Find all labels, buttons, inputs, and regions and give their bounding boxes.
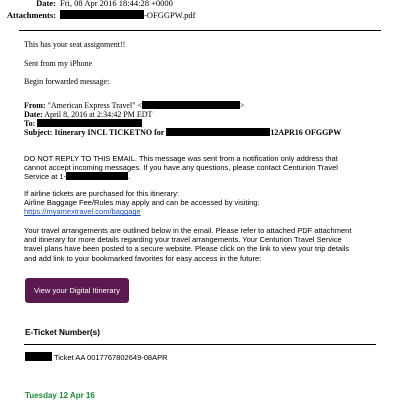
header-date-row [0,0,173,8]
fwd-subject-suffix: 12APR16 OFGGPW [270,128,342,137]
notice-line: DO NOT REPLY TO THIS EMAIL. This message was sent from a notification only address that [24,154,338,163]
message-line-3: Begin forwarded message: [24,77,110,86]
fwd-from-end: > [239,101,245,110]
header-date-value: Fri, 08 Apr 2016 18:44:28 +0000 [60,0,173,8]
redaction-bar [66,172,131,182]
notice-line: and itinerary for more details regarding your travel arrangements. Your Centurion Travel Service [24,235,342,245]
notice-line: cannot accept incoming messages. If you have any questions, please contact Centurion Travel [24,163,338,173]
message-line-1: This has your seat assignment!! [24,40,126,49]
notice-line: and add link to your bookmarked favorites for easy access in the future: [24,253,262,263]
fwd-to-row [24,119,142,128]
header-attachments-row [0,10,195,20]
itinerary-date: Tuesday 12 Apr 16 [25,391,95,400]
baggage-link[interactable]: https://myamextravel.com/baggage [24,207,141,217]
notice-paragraph-2 [24,189,260,217]
notice-text: Service at 1- [24,172,67,182]
redaction-bar [166,128,270,136]
fwd-subject-value: Itinerary INCL TICKETNO for [54,128,165,137]
fwd-from-value: "American Express Travel" < [47,101,142,110]
redaction-bar [142,101,240,109]
notice-line: Your travel arrangements are outlined below in the email. Please refer to attached PDF attachment [24,226,352,235]
notice-paragraph-3 [24,226,351,263]
attachment-filename[interactable]: -OFGGPW.pdf [144,10,196,20]
view-itinerary-button[interactable]: View your Digital Itinerary [25,278,129,303]
fwd-subject-row [24,128,341,137]
notice-text: . [128,172,131,182]
fwd-from-label: From: [24,101,46,110]
message-line-2: Sent from my iPhone [24,59,93,68]
fwd-date-value: April 8, 2016 at 2:34:42 PM EDT [44,110,153,119]
notice-line: If airline tickets are purchased for this itinerary: [24,189,180,198]
redaction-bar [37,119,142,127]
notice-line: Airline Baggage Fee/Rules may apply and can be accessed by visiting: [24,198,260,208]
ticket-row [25,352,168,362]
fwd-date-row [24,110,152,119]
fwd-date-label: Date: [24,110,43,119]
fwd-subject-label: Subject: [24,128,53,137]
header-divider [19,30,381,31]
header-attachments-label: Attachments: [6,10,56,20]
redaction-bar [25,352,52,361]
fwd-from-row [24,101,245,110]
ticket-number: Ticket AA 0017767802649-08APR [53,353,168,362]
fwd-to-label: To: [24,119,36,128]
notice-line [24,172,338,181]
eticket-divider [24,344,376,345]
notice-line [24,207,260,216]
notice-line: travel plans have been posted to a secure website. Please click on the link to view your trip details [24,244,350,254]
eticket-heading: E-Ticket Number(s) [25,328,100,337]
notice-paragraph-1 [24,154,338,182]
header-date-label: Date: [36,0,56,8]
redaction-bar [60,10,144,19]
